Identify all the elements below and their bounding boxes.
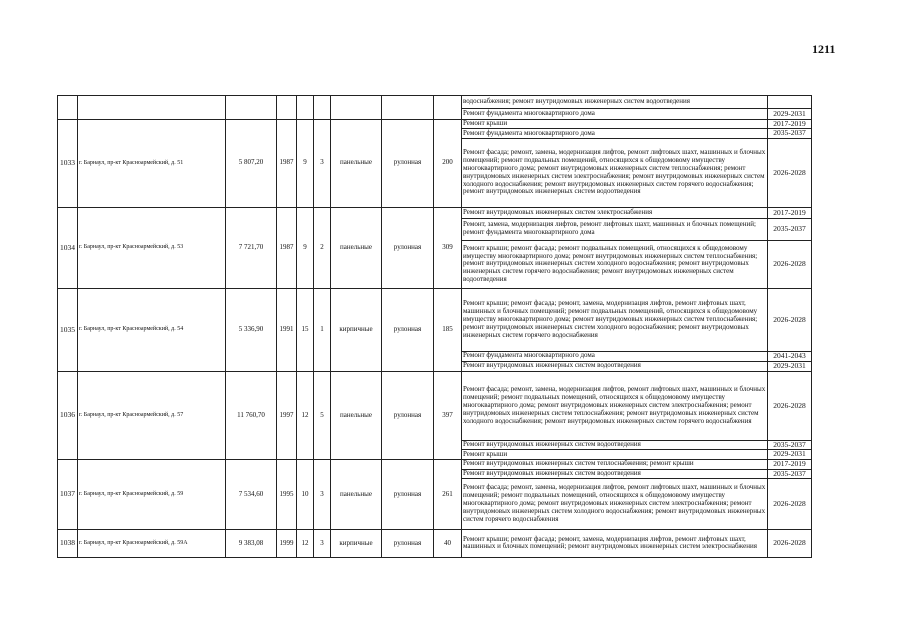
residents-cell: 200 [434, 120, 462, 208]
roof-type-cell: рулонная [382, 120, 434, 208]
work-description-cell: водоснабжения; ремонт внутридомовых инженерных систем водоотведения [462, 96, 768, 109]
year-cell: 1997 [277, 371, 297, 459]
table-row [58, 120, 812, 129]
roof-type-cell: рулонная [382, 529, 434, 557]
period-cell: 2026-2028 [768, 478, 812, 529]
address-cell: г. Барнаул, пр-кт Красноармейский, д. 51 [78, 120, 226, 208]
work-description-cell: Ремонт внутридомовых инженерных систем водоотведения [462, 469, 768, 478]
floors-cell: 9 [297, 120, 314, 208]
row-number: 1038 [58, 529, 78, 557]
row-number: 1037 [58, 460, 78, 530]
wall-material-cell: панельные [331, 120, 382, 208]
period-cell: 2017-2019 [768, 120, 812, 129]
area-cell: 9 383,08 [226, 529, 277, 557]
work-description-cell: Ремонт, замена, модернизация лифтов, ремонт лифтовых шахт, машинных и блочных помещений; ремонт фундамента многоквартирного дома [462, 218, 768, 240]
table-row [58, 288, 812, 351]
period-cell: 2026-2028 [768, 529, 812, 557]
wall-material-cell: панельные [331, 371, 382, 459]
period-cell: 2017-2019 [768, 460, 812, 469]
address-cell: г. Барнаул, пр-кт Красноармейский, д. 54 [78, 288, 226, 371]
work-description-cell: Ремонт крыши; ремонт фасада; ремонт, замена, модернизация лифтов, ремонт лифтовых шахт, машинных и блочных помещений; ремонт подвальных помещений, относящихся к общедомовому имуществу многоквартирного дома; ремонт внутридомовых инженерных систем теплоснабжения; ремонт внутридомовых инженерных систем холодного водоснабжения; ремонт внутридомовых инженерных систем горячего водоснабжения [462, 288, 768, 351]
work-description-cell: Ремонт внутридомовых инженерных систем теплоснабжения; ремонт крыши [462, 460, 768, 469]
row-number: 1035 [58, 288, 78, 371]
table-row [58, 460, 812, 469]
work-description-cell: Ремонт крыши [462, 450, 768, 460]
work-description-cell: Ремонт фундамента многоквартирного дома [462, 129, 768, 138]
wall-material-cell: кирпичные [331, 288, 382, 371]
wall-material-cell: панельные [331, 207, 382, 288]
floors-cell: 10 [297, 460, 314, 530]
row-number: 1036 [58, 371, 78, 459]
table-row [58, 207, 812, 218]
entrances-cell: 5 [314, 371, 331, 459]
table-row [58, 371, 812, 440]
table-row [58, 529, 812, 557]
work-description-cell: Ремонт фундамента многоквартирного дома [462, 351, 768, 361]
work-description-cell: Ремонт внутридомовых инженерных систем водоотведения [462, 361, 768, 371]
floors-cell [297, 96, 314, 120]
work-description-cell: Ремонт фасада; ремонт, замена, модернизация лифтов, ремонт лифтовых шахт, машинных и блочных помещений; ремонт подвальных помещений, относящихся к общедомовому имуществу многоквартирного дома; ремонт внутридомовых инженерных систем электроснабжения; ремонт внутридомовых инженерных систем холодного водоснабжения; ремонт внутридомовых инженерных систем горячего водоснабжения [462, 478, 768, 529]
period-cell: 2026-2028 [768, 240, 812, 288]
period-cell [768, 96, 812, 109]
work-description-cell: Ремонт крыши; ремонт фасада; ремонт, замена, модернизация лифтов, ремонт лифтовых шахт, машинных и блочных помещений; ремонт внутридомовых инженерных систем электроснабжения [462, 529, 768, 557]
roof-type-cell: рулонная [382, 460, 434, 530]
area-cell: 5 336,90 [226, 288, 277, 371]
entrances-cell: 3 [314, 529, 331, 557]
wall-material-cell [331, 96, 382, 120]
year-cell: 1991 [277, 288, 297, 371]
area-cell: 7 534,60 [226, 460, 277, 530]
entrances-cell [314, 96, 331, 120]
floors-cell: 12 [297, 529, 314, 557]
period-cell: 2026-2028 [768, 288, 812, 351]
work-description-cell: Ремонт фасада; ремонт, замена, модернизация лифтов, ремонт лифтовых шахт, машинных и блочных помещений; ремонт подвальных помещений, относящихся к общедомовому имуществу многоквартирного дома; ремонт внутридомовых инженерных систем теплоснабжения; ремонт внутридомовых инженерных систем электроснабжения; ремонт внутридомовых инженерных систем холодного водоснабжения; ремонт внутридомовых инженерных систем горячего водоснабжения; ремонт внутридомовых инженерных систем водоотведения [462, 138, 768, 207]
entrances-cell: 1 [314, 288, 331, 371]
period-cell: 2026-2028 [768, 138, 812, 207]
row-number [58, 96, 78, 120]
work-description-cell: Ремонт внутридомовых инженерных систем водоотведения [462, 440, 768, 449]
residents-cell: 261 [434, 460, 462, 530]
period-cell: 2035-2037 [768, 218, 812, 240]
work-description-cell: Ремонт крыши; ремонт фасада; ремонт подвальных помещений, относящихся к общедомовому имуществу многоквартирного дома; ремонт внутридомовых инженерных систем теплоснабжения; ремонт внутридомовых инженерных систем холодного водоснабжения; ремонт внутридомовых инженерных систем горячего водоснабжения; ремонт внутридомовых инженерных систем водоотведения [462, 240, 768, 288]
period-cell: 2029-2031 [768, 109, 812, 120]
period-cell: 2035-2037 [768, 440, 812, 449]
area-cell: 5 807,20 [226, 120, 277, 208]
address-cell: г. Барнаул, пр-кт Красноармейский, д. 59 [78, 460, 226, 530]
capital-repair-table [57, 95, 812, 558]
address-cell: г. Барнаул, пр-кт Красноармейский, д. 59А [78, 529, 226, 557]
roof-type-cell [382, 96, 434, 120]
floors-cell: 9 [297, 207, 314, 288]
address-cell: г. Барнаул, пр-кт Красноармейский, д. 53 [78, 207, 226, 288]
residents-cell: 40 [434, 529, 462, 557]
period-cell: 2017-2019 [768, 207, 812, 218]
roof-type-cell: рулонная [382, 288, 434, 371]
residents-cell: 309 [434, 207, 462, 288]
floors-cell: 15 [297, 288, 314, 371]
residents-cell: 185 [434, 288, 462, 371]
period-cell: 2035-2037 [768, 469, 812, 478]
work-description-cell: Ремонт крыши [462, 120, 768, 129]
page-number: 1211 [812, 42, 836, 56]
entrances-cell: 2 [314, 207, 331, 288]
year-cell: 1987 [277, 120, 297, 208]
year-cell: 1987 [277, 207, 297, 288]
wall-material-cell: кирпичные [331, 529, 382, 557]
address-cell: г. Барнаул, пр-кт Красноармейский, д. 57 [78, 371, 226, 459]
table-body [58, 96, 812, 558]
table-row [58, 96, 812, 109]
work-description-cell: Ремонт внутридомовых инженерных систем электроснабжения [462, 207, 768, 218]
year-cell [277, 96, 297, 120]
roof-type-cell: рулонная [382, 371, 434, 459]
entrances-cell: 3 [314, 460, 331, 530]
period-cell: 2029-2031 [768, 361, 812, 371]
residents-cell: 397 [434, 371, 462, 459]
work-description-cell: Ремонт фасада; ремонт, замена, модернизация лифтов, ремонт лифтовых шахт, машинных и блочных помещений; ремонт подвальных помещений, относящихся к общедомовому имуществу многоквартирного дома; ремонт внутридомовых инженерных систем электроснабжения; ремонт внутридомовых инженерных систем теплоснабжения; ремонт внутридомовых инженерных систем холодного водоснабжения; ремонт внутридомовых инженерных систем горячего водоснабжения [462, 371, 768, 440]
area-cell: 11 760,70 [226, 371, 277, 459]
area-cell: 7 721,70 [226, 207, 277, 288]
work-description-cell: Ремонт фундамента многоквартирного дома [462, 109, 768, 120]
row-number: 1034 [58, 207, 78, 288]
entrances-cell: 3 [314, 120, 331, 208]
address-cell [78, 96, 226, 120]
period-cell: 2035-2037 [768, 129, 812, 138]
year-cell: 1999 [277, 529, 297, 557]
wall-material-cell: панельные [331, 460, 382, 530]
period-cell: 2029-2031 [768, 450, 812, 460]
area-cell [226, 96, 277, 120]
residents-cell [434, 96, 462, 120]
year-cell: 1995 [277, 460, 297, 530]
period-cell: 2041-2043 [768, 351, 812, 361]
row-number: 1033 [58, 120, 78, 208]
period-cell: 2026-2028 [768, 371, 812, 440]
roof-type-cell: рулонная [382, 207, 434, 288]
floors-cell: 12 [297, 371, 314, 459]
